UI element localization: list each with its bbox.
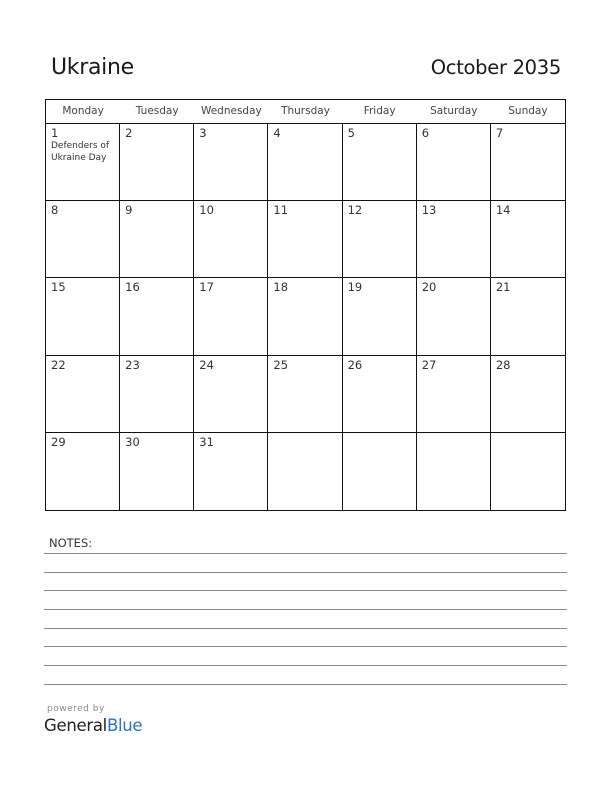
- day-cell: [343, 278, 417, 355]
- day-cell: [120, 433, 194, 510]
- day-number: 10: [199, 203, 214, 218]
- day-number: 3: [199, 126, 207, 140]
- day-cell: [343, 356, 417, 433]
- day-number: 18: [273, 280, 289, 295]
- day-cell: [46, 278, 120, 355]
- powered-by-text: powered by: [47, 704, 105, 714]
- day-number: 23: [125, 357, 140, 372]
- month-year-title: October 2035: [430, 56, 561, 79]
- day-cell: [194, 356, 268, 433]
- day-number: 5: [347, 126, 355, 140]
- day-number: 14: [495, 203, 511, 218]
- day-cell: [120, 278, 194, 355]
- day-number: 9: [125, 203, 133, 218]
- day-number: 4: [273, 126, 281, 140]
- weekday-saturday: Saturday: [430, 105, 478, 117]
- day-number: 30: [125, 434, 140, 449]
- day-number: 25: [273, 357, 289, 372]
- day-number: 22: [51, 357, 66, 372]
- day-number: 6: [421, 126, 430, 140]
- day-cell: [46, 356, 120, 433]
- day-cell: [268, 124, 342, 201]
- day-cell: [491, 124, 565, 201]
- note-line: [44, 684, 567, 685]
- day-number: 17: [199, 280, 214, 295]
- note-line: [44, 665, 567, 666]
- note-line: [44, 646, 567, 647]
- day-cell: [417, 124, 491, 201]
- day-number: 20: [421, 280, 437, 295]
- notes-label: NOTES:: [49, 536, 93, 550]
- weekday-thursday: Thursday: [281, 105, 330, 117]
- weekday-tuesday: Tuesday: [135, 105, 179, 117]
- note-line: [44, 572, 567, 573]
- day-number: 27: [421, 357, 437, 372]
- day-cell: [343, 124, 417, 201]
- day-number: 29: [51, 434, 66, 449]
- weekday-monday: Monday: [62, 105, 104, 117]
- day-number: 31: [199, 434, 214, 449]
- weeks-grid: [46, 124, 565, 510]
- day-number: 16: [125, 280, 140, 295]
- weekday-sunday: Sunday: [508, 105, 548, 117]
- day-cell: [491, 201, 565, 278]
- weekday-friday: Friday: [363, 105, 396, 117]
- day-cell: [417, 201, 491, 278]
- day-number: 8: [51, 203, 59, 218]
- day-number: 12: [347, 203, 363, 218]
- day-cell: [46, 201, 120, 278]
- day-cell: [343, 201, 417, 278]
- day-cell: [268, 356, 342, 433]
- day-cell: [194, 278, 268, 355]
- note-line: [44, 590, 567, 591]
- weekday-header-row: [46, 100, 565, 124]
- calendar-grid: [45, 99, 566, 511]
- day-cell: [268, 278, 342, 355]
- day-number: 26: [347, 357, 363, 372]
- day-cell: [120, 124, 194, 201]
- day-cell: [194, 433, 268, 510]
- day-cell: [120, 356, 194, 433]
- day-number: 21: [495, 280, 511, 295]
- day-cell: [417, 356, 491, 433]
- day-number: 13: [421, 203, 437, 218]
- day-cell: [417, 433, 491, 510]
- day-number: 1: [51, 126, 59, 140]
- day-cell: [194, 124, 268, 201]
- brand-general: General: [44, 716, 107, 735]
- day-number: 2: [125, 126, 133, 140]
- note-line: [44, 609, 567, 610]
- day-cell: [46, 433, 120, 510]
- day-cell: [417, 278, 491, 355]
- day-cell: [343, 433, 417, 510]
- day-number: 19: [347, 280, 363, 295]
- day-number: 24: [199, 357, 214, 372]
- holiday-label: Defenders of Ukraine Day: [51, 141, 110, 163]
- day-number: 11: [273, 203, 289, 218]
- day-number: 7: [495, 126, 504, 140]
- generalblue-logo: [44, 716, 142, 735]
- day-cell: [194, 201, 268, 278]
- day-number: 28: [495, 357, 511, 372]
- day-cell: [120, 201, 194, 278]
- note-line: [44, 628, 567, 629]
- day-cell: [491, 433, 565, 510]
- day-cell: [491, 356, 565, 433]
- weekday-wednesday: Wednesday: [200, 105, 262, 117]
- brand-blue: Blue: [106, 716, 143, 735]
- day-cell: [491, 278, 565, 355]
- country-title: Ukraine: [51, 55, 134, 80]
- day-cell: [46, 124, 120, 201]
- day-cell: [268, 201, 342, 278]
- day-number: 15: [51, 280, 66, 295]
- day-cell: [268, 433, 342, 510]
- note-line: [44, 553, 567, 554]
